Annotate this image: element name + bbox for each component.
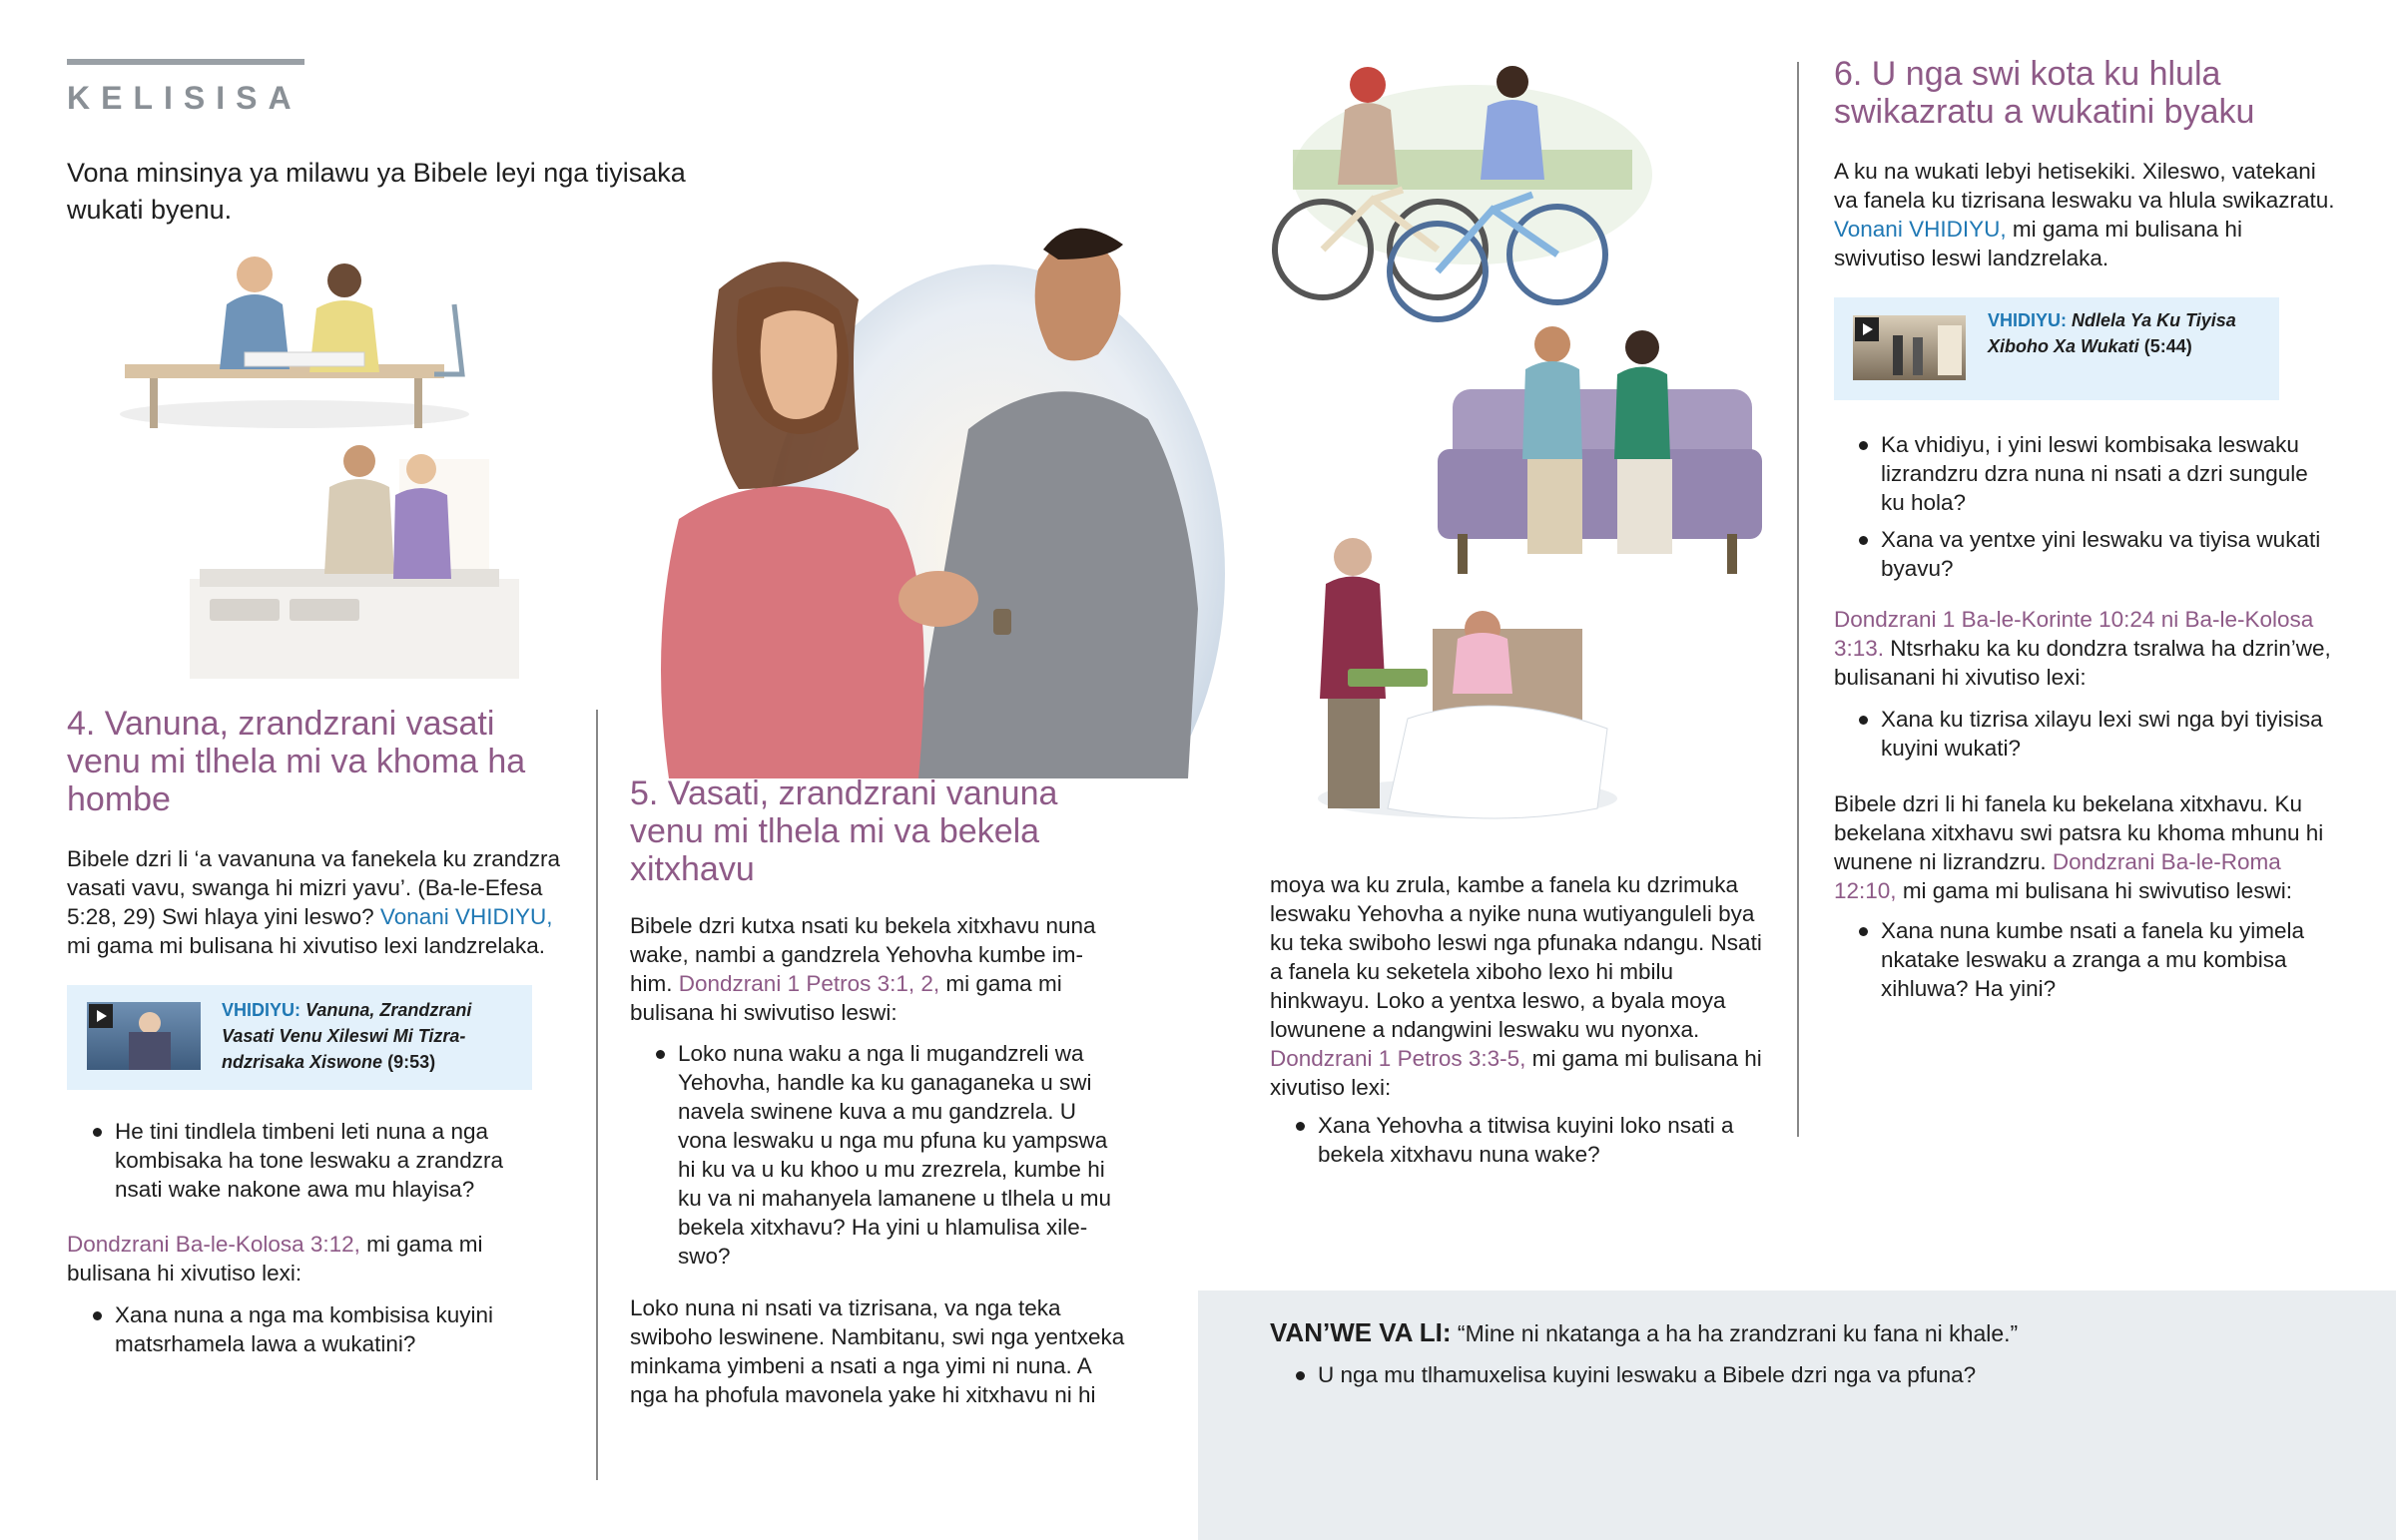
scripture-reference[interactable]: Dondzrani 1 Petros 3:1, 2, — [678, 971, 940, 996]
summary-bullets — [1294, 1360, 2292, 1397]
list-item: Xana Yehovha a titwisa kuyini loko nsati a bekela xitxhavu nuna wake? — [1294, 1111, 1763, 1169]
section4-read-instruction — [67, 1230, 526, 1287]
list-item: Xana va yentxe yini leswaku va tiyisa wukati byavu? — [1857, 525, 2336, 583]
list-item: He tini tindlela timbeni leti nuna a nga kombisaka ha tone leswaku a zrandzra nsati wake nakone awa mu hlayisa? — [91, 1117, 530, 1204]
section6-video-caption — [1988, 307, 2267, 359]
section6-bullets-2 — [1857, 705, 2336, 770]
list-item: Xana nuna a nga ma kombisisa kuyini matsrhamela lawa a wukatini? — [91, 1300, 530, 1358]
intro-text: Vona minsinya ya milawu ya Bibele leyi nga tiyisaka wukati byenu. — [67, 158, 686, 225]
section6-paragraph-2-text-a: Bibele dzri li hi fanela ku bekelana xitxhavu. Ku bekelana xitxhavu swi patsra ku khoma mhunu hi wunene ni lizrandzru. — [1834, 791, 2324, 874]
read-instruction-text: Ntsrhaku ka ku dondzra tsralwa ha dzrin’we, bulisanani hi xivutiso lexi: — [1834, 636, 2331, 690]
scripture-reference[interactable]: Dondzrani 1 Ba-le-Korinte 10:24 ni Ba-le-Kolosa 3:13. — [1834, 607, 2314, 661]
list-item: Xana ku tizrisa xilayu lexi swi nga byi tiyisisa kuyini wukati? — [1857, 705, 2336, 763]
section4-video-link[interactable]: Vonani VHIDIYU, — [379, 904, 553, 929]
section4-bullets-1 — [91, 1117, 530, 1212]
play-icon — [89, 1004, 113, 1028]
section5-continued-text-a: moya wa ku zrula, kambe a fanela ku dzrimuka leswaku Yehovha a nyike nuna wutiyanguleli bya ku teka swiboho leswi nga pfunaka ndangu. Nsati a fanela ku seketela xiboho lexo hi mbilu hinkwayu. Loko a yentxa leswo, a byala moya lowunene a ndangwini leswaku wu nyonxa. — [1270, 872, 1762, 1042]
section5-paragraph — [630, 911, 1109, 1027]
list-item: Ka vhidiyu, i yini leswi kombisaka leswaku lizrandzru dzra nuna ni nsati a dzri sungule ku hola? — [1857, 430, 2336, 517]
section6-heading: 6. U nga swi kota ku hlula swikazratu a wukatini byaku — [1834, 55, 2255, 131]
section4-bullets-2 — [91, 1300, 530, 1366]
list-item: Loko nuna waku a nga li mugandzreli wa Yehovha, handle ka ku ganaganeka u swi navela swinene kuva a mu gandzrela. U vona leswaku u nga mu pfuna ku yampswa hi ku va u ku khoo u mu zrezrela, kumbe hi ku va ni mahanyela lamanene u tlhela u mu bekela xitxhavu? Ha yini u hlamulisa xileswo? — [654, 1039, 1123, 1271]
husband-caring-for-sick-wife-illustration — [1268, 529, 1617, 833]
section6-paragraph — [1834, 157, 2338, 272]
couple-studying-illustration — [95, 245, 474, 434]
section5-paragraph-2: Loko nuna ni nsati va tizrisana, va nga teka swiboho leswinene. Nambitanu, swi nga yentxeka minkama yimbeni a nsati a nga yimi ni nuna. A nga ha phofula mavonela yake hi xitxhavu ni hi — [630, 1295, 1125, 1407]
summary-quote: “Mine ni nkatanga a ha ha zrandzrani ku fana ni khale.” — [1457, 1320, 2019, 1346]
scripture-reference[interactable]: Dondzrani Ba-le-Kolosa 3:12, — [67, 1232, 360, 1257]
section5-heading: 5. Vasati, zrandzrani vanuna venu mi tlhela mi va bekela xitxhavu — [630, 774, 1058, 888]
couple-holding-hands-illustration — [589, 190, 1238, 778]
couple-washing-dishes-illustration — [190, 439, 519, 679]
video-label: VHIDIYU: — [222, 1000, 301, 1020]
section5-continued-bullets — [1294, 1111, 1763, 1177]
section5-continued-text-b: mi gama mi bulisana hi xivutiso lexi: — [1270, 1046, 1762, 1100]
section6-paragraph-text-b: mi gama mi bulisana hi swivutiso leswi landzrelaka. — [1834, 217, 2242, 270]
section6-video-thumbnail[interactable] — [1853, 315, 1966, 380]
section5-paragraph-text-b: mi gama mi bulisana hi swivutiso leswi: — [630, 971, 1062, 1025]
kicker-rule — [67, 59, 304, 65]
video-label: VHIDIYU: — [1988, 310, 2068, 330]
section5-bullets — [654, 1039, 1123, 1279]
section6-paragraph-2-text-b: mi gama mi bulisana hi swivutiso leswi: — [1896, 878, 2292, 903]
section5-continued-paragraph — [1270, 870, 1769, 1102]
section6-paragraph-text-a: A ku na wukati lebyi hetisekiki. Xileswo, vatekani va fanela ku tizrisana leswaku va hlula swikazratu. — [1834, 159, 2335, 213]
play-icon — [1855, 317, 1879, 341]
summary-label: VAN’WE VA LI: — [1270, 1317, 1452, 1347]
summary-quote-line — [1270, 1317, 2368, 1348]
list-item: Xana nuna kumbe nsati a fanela ku yimela nkatake leswaku a zranga a mu kombisa xihluwa? Ha yini? — [1857, 916, 2336, 1003]
column-divider-2 — [1797, 62, 1799, 1137]
section4-video-thumbnail[interactable] — [87, 1002, 201, 1070]
video-title: Vanuna, Zrandzrani Vasati Venu Xileswi Mi Tizrandzrisaka Xiswone — [222, 1000, 472, 1072]
section4-paragraph-text-a: Bibele dzri li ‘a vavanuna va fanekela ku zrandzra vasati vavu, swanga hi mizri yavu’. (Ba-le-Efesa 5:28, 29) Swi hlaya yini leswo? — [67, 846, 561, 929]
video-duration: (5:44) — [2143, 336, 2192, 356]
section4-video-box[interactable] — [67, 985, 532, 1090]
section4-video-caption — [222, 997, 511, 1075]
video-duration: (9:53) — [387, 1052, 436, 1072]
section4-paragraph — [67, 844, 566, 960]
column-divider-1 — [596, 710, 598, 1480]
section6-bullets-1 — [1857, 430, 2336, 591]
scripture-reference[interactable]: Dondzrani 1 Petros 3:3-5, — [1270, 1046, 1526, 1071]
section4-heading: 4. Vanuna, zrandzrani vasati venu mi tlhela mi va khoma ha hombe — [67, 705, 526, 818]
video-title: Ndlela Ya Ku Tiyisa Xiboho Xa Wukati — [1988, 310, 2236, 356]
summary-box — [1198, 1290, 2396, 1540]
section6-video-box[interactable] — [1834, 297, 2279, 400]
couple-cycling-illustration — [1253, 60, 1662, 339]
section6-bullets-3 — [1857, 916, 2336, 1011]
section6-paragraph-2 — [1834, 789, 2338, 905]
section6-read-instruction — [1834, 605, 2338, 692]
kicker: KELISISA — [67, 80, 302, 116]
section6-video-link[interactable]: Vonani VHIDIYU, — [1834, 217, 2007, 242]
section5-paragraph-text-a: Bibele dzri kutxa nsati ku bekela xitxhavu nuna wake, nambi a gandzrela Yehovha kumbe im-him. — [630, 913, 1096, 996]
read-instruction-text: mi gama mi bulisana hi xivutiso lexi: — [67, 1232, 483, 1285]
section4-paragraph-text-b: mi gama mi bulisana hi xivutiso lexi landzrelaka. — [67, 933, 545, 958]
list-item: U nga mu tlhamuxelisa kuyini leswaku a Bibele dzri nga va pfuna? — [1294, 1360, 2292, 1389]
scripture-reference[interactable]: Dondzrani Ba-le-Roma 12:10, — [1834, 849, 2281, 903]
